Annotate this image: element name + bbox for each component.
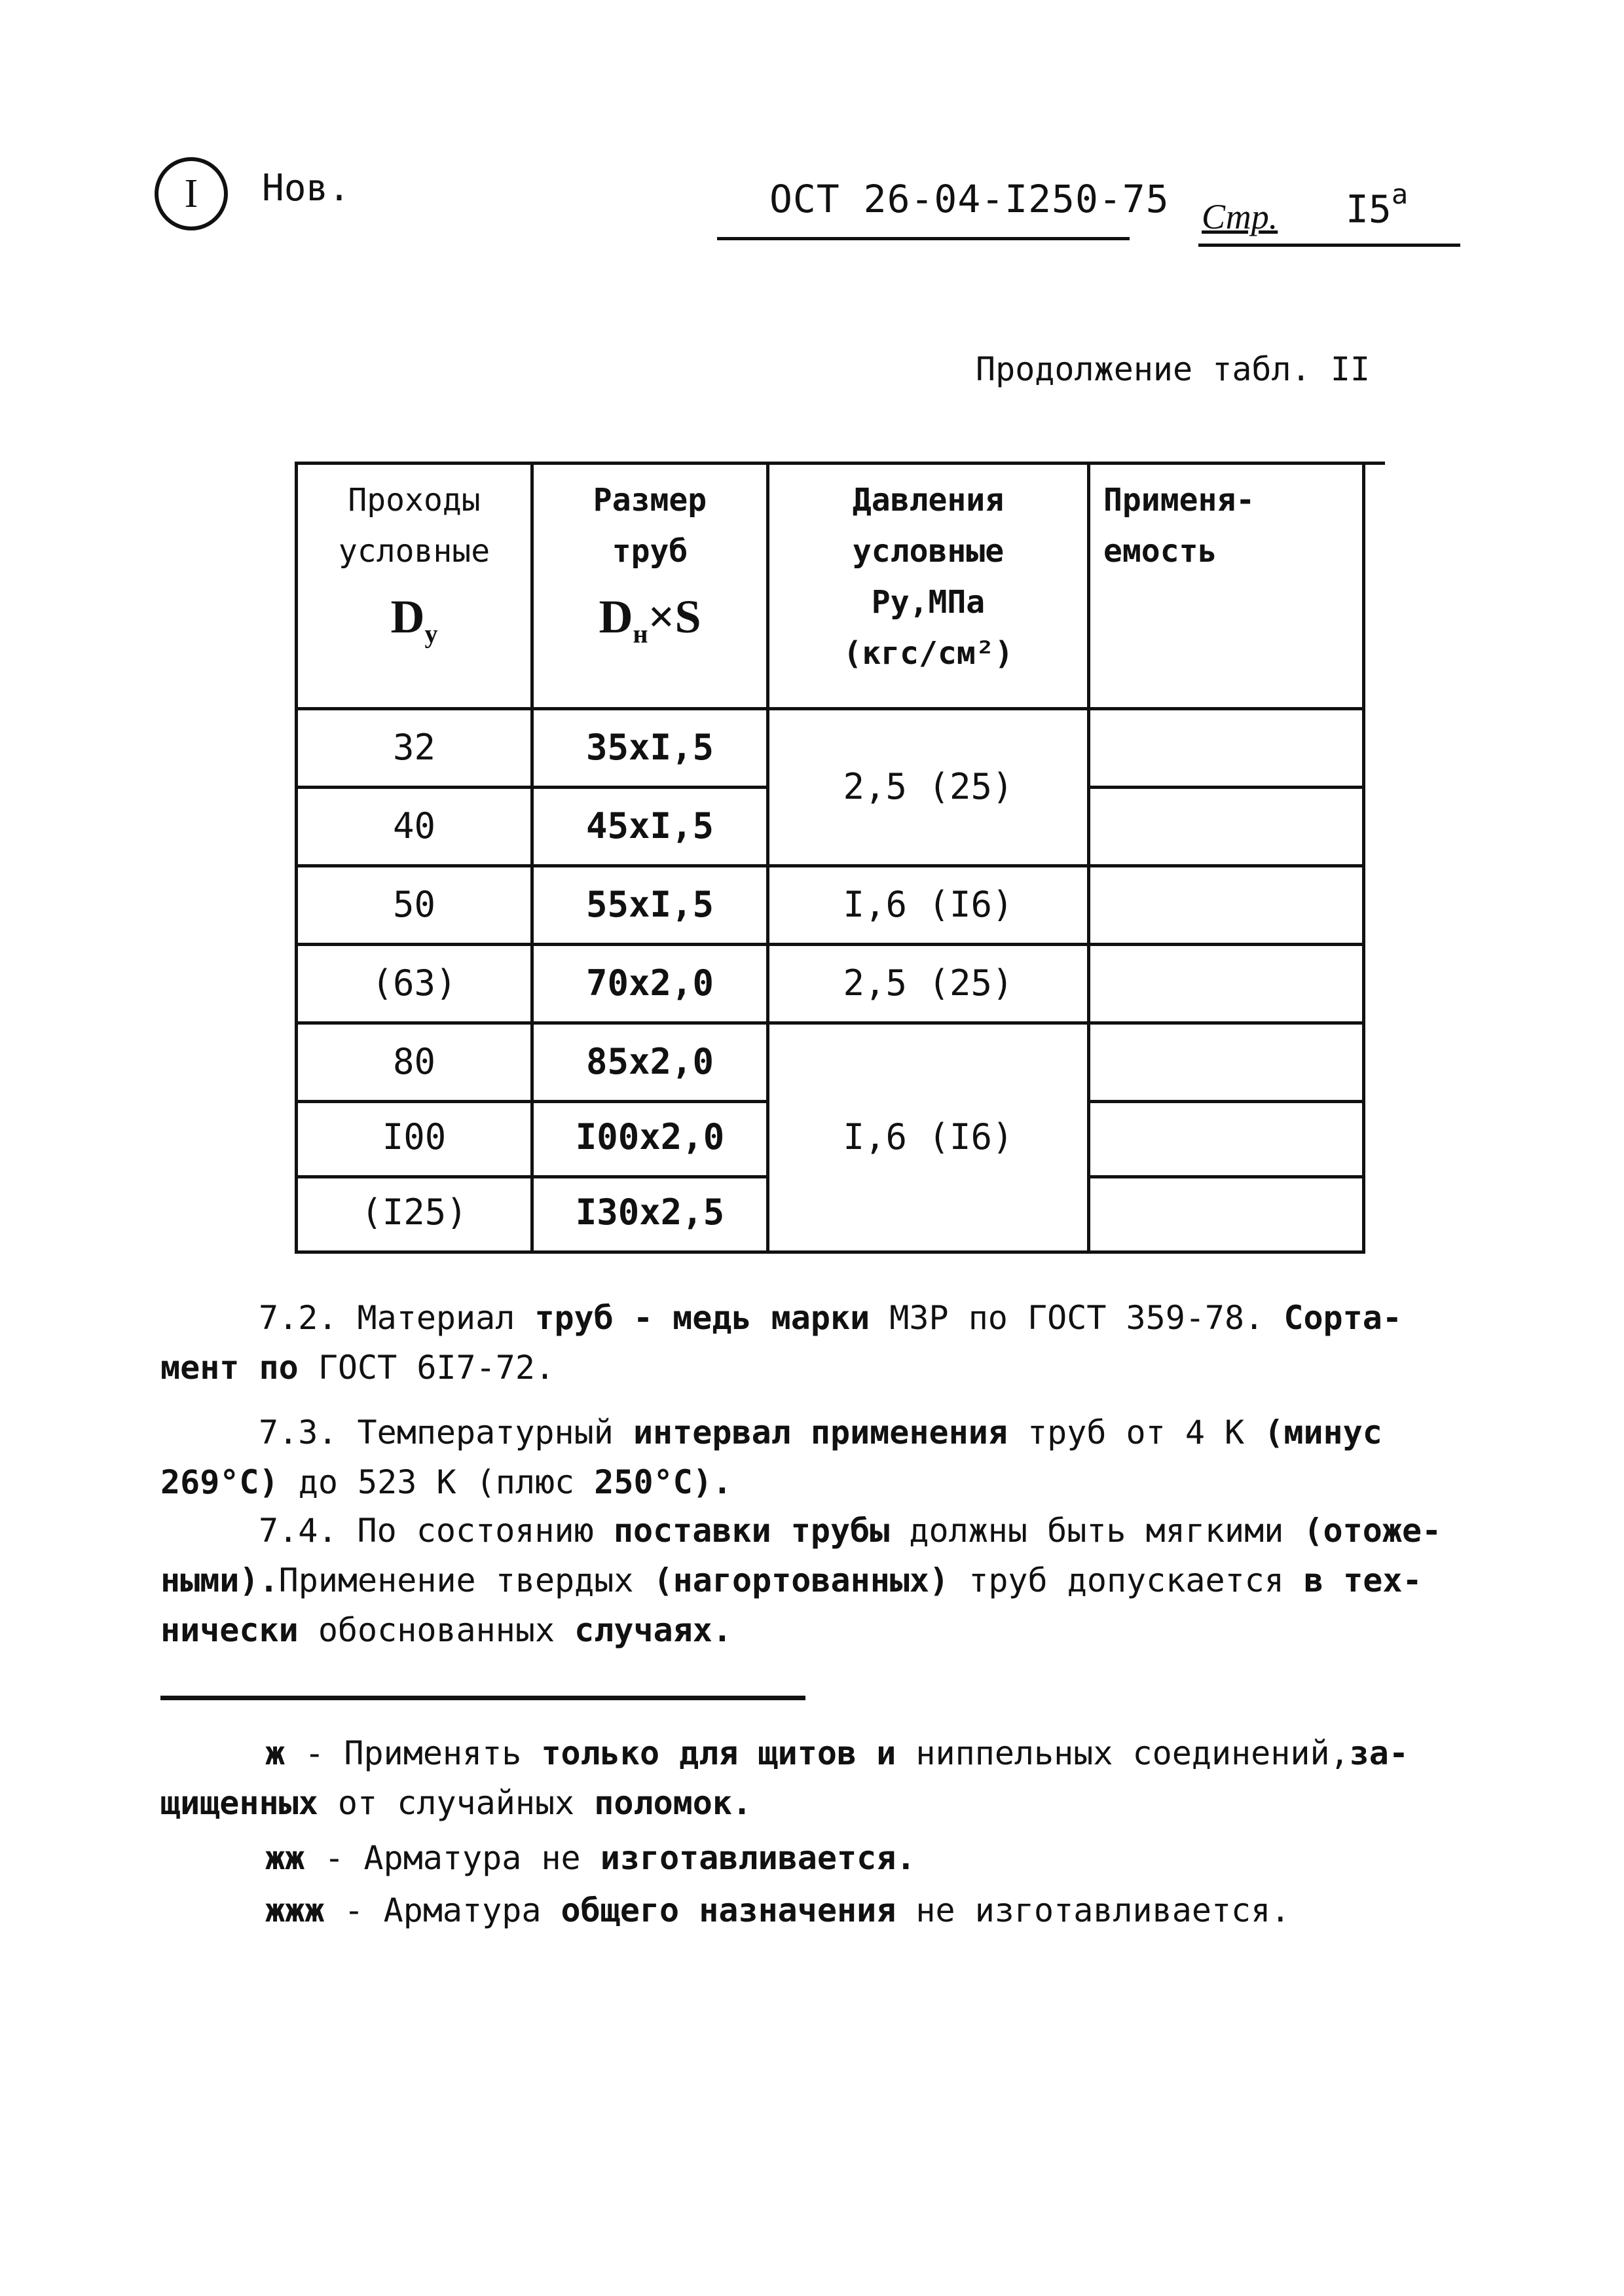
table-border-right — [1362, 462, 1365, 1254]
header-row-line — [295, 707, 1365, 710]
change-number-circle — [155, 157, 228, 230]
footnote-2-mark: жж — [265, 1839, 305, 1877]
footnote-separator — [160, 1696, 805, 1700]
header-passage-line2: условные — [338, 533, 490, 570]
standard-code-underline — [717, 237, 1130, 240]
change-label: Нов. — [262, 167, 350, 210]
page-number — [1346, 178, 1409, 232]
row-2-dy: 40 — [392, 805, 436, 847]
row-7-size: I30x2,5 — [575, 1192, 725, 1233]
table-border-bottom — [295, 1250, 1365, 1254]
header-passage — [298, 475, 530, 649]
section-7-4: 7.4. По состоянию поставки трубы должны быть мягкими (отоже- ными).Применение твердых (нагортованных) труб допускается в тех- нически обоснованных случаях. — [160, 1512, 1442, 1649]
pressure-group-1: 2,5 (25) — [843, 766, 1014, 807]
change-number: I — [184, 172, 198, 216]
row-4-size: 70x2,0 — [585, 962, 714, 1004]
header-size — [534, 475, 766, 649]
table-border-top — [295, 462, 1385, 465]
header-pressure-line2: условные — [852, 533, 1005, 570]
applicability-line-3 — [1087, 1175, 1365, 1178]
footnote-1: ж - Применять только для щитов и ниппельных соединений,за- щищенных от случайных поломок. — [160, 1734, 1409, 1822]
row-1-dy: 32 — [392, 727, 436, 768]
row-3-size: 55xI,5 — [585, 884, 714, 925]
header-pressure-line4: (кгс/см²) — [843, 635, 1014, 672]
row-4-dy: (63) — [371, 962, 457, 1004]
row-line-1 — [295, 786, 769, 789]
header-size-line2: труб — [612, 533, 688, 570]
footnote-1-mark: ж — [265, 1734, 286, 1772]
footnote-2: жж - Арматура не изготавливается. — [265, 1839, 916, 1877]
page-number-suffix: а — [1391, 178, 1409, 210]
row-2-size: 45xI,5 — [585, 805, 714, 847]
header-applicability — [1103, 475, 1359, 577]
row-line-3 — [295, 943, 1365, 946]
header-size-symbol: $D_н\times S$ — [599, 591, 701, 649]
row-5-size: 85x2,0 — [585, 1041, 714, 1082]
row-3-dy: 50 — [392, 884, 436, 925]
applicability-line-2 — [1087, 1100, 1365, 1103]
page-number-underline — [1198, 244, 1460, 247]
row-6-size: I00x2,0 — [575, 1116, 725, 1157]
row-line-6 — [295, 1175, 769, 1178]
row-line-5 — [295, 1100, 769, 1103]
footnote-3-mark: жжж — [265, 1891, 325, 1929]
pressure-group-3: 2,5 (25) — [843, 962, 1014, 1004]
page-word: Стр. — [1202, 197, 1278, 236]
row-1-size: 35xI,5 — [585, 727, 714, 768]
table-col-line-3 — [1087, 462, 1090, 1254]
table-caption: Продолжение табл. II — [976, 350, 1371, 388]
page-number-value: I5 — [1346, 187, 1392, 232]
pressure-group-2: I,6 (I6) — [843, 884, 1014, 925]
section-7-2: 7.2. Материал труб - медь марки М3Р по ГОСТ 359-78. Сорта- мент по ГОСТ 6I7-72. — [160, 1299, 1402, 1387]
header-pressure — [769, 475, 1087, 679]
header-size-line1: Размер — [593, 482, 707, 519]
row-5-dy: 80 — [392, 1041, 436, 1082]
header-applicability-line1: Применя- — [1103, 482, 1255, 519]
pipe-table — [295, 462, 1385, 1254]
pressure-group-4: I,6 (I6) — [843, 1116, 1014, 1157]
applicability-line-1 — [1087, 786, 1365, 789]
row-7-dy: (I25) — [361, 1192, 468, 1233]
header-passage-line1: Проходы — [348, 482, 481, 519]
header-applicability-line2: емость — [1103, 533, 1217, 570]
header-pressure-line3: Ру,МПа — [871, 584, 986, 621]
row-line-2 — [295, 864, 1365, 867]
section-7-3: 7.3. Температурный интервал применения труб от 4 К (минус 269°С) до 523 К (плюс 250°С). — [160, 1413, 1382, 1501]
header-passage-symbol: $D_у$ — [390, 591, 438, 649]
footnote-3: жжж - Арматура общего назначения не изготавливается. — [265, 1891, 1291, 1929]
standard-code: ОСТ 26-04-I250-75 — [769, 177, 1170, 221]
header-pressure-line1: Давления — [852, 482, 1005, 519]
row-6-dy: I00 — [382, 1116, 447, 1157]
row-line-4 — [295, 1021, 1365, 1025]
